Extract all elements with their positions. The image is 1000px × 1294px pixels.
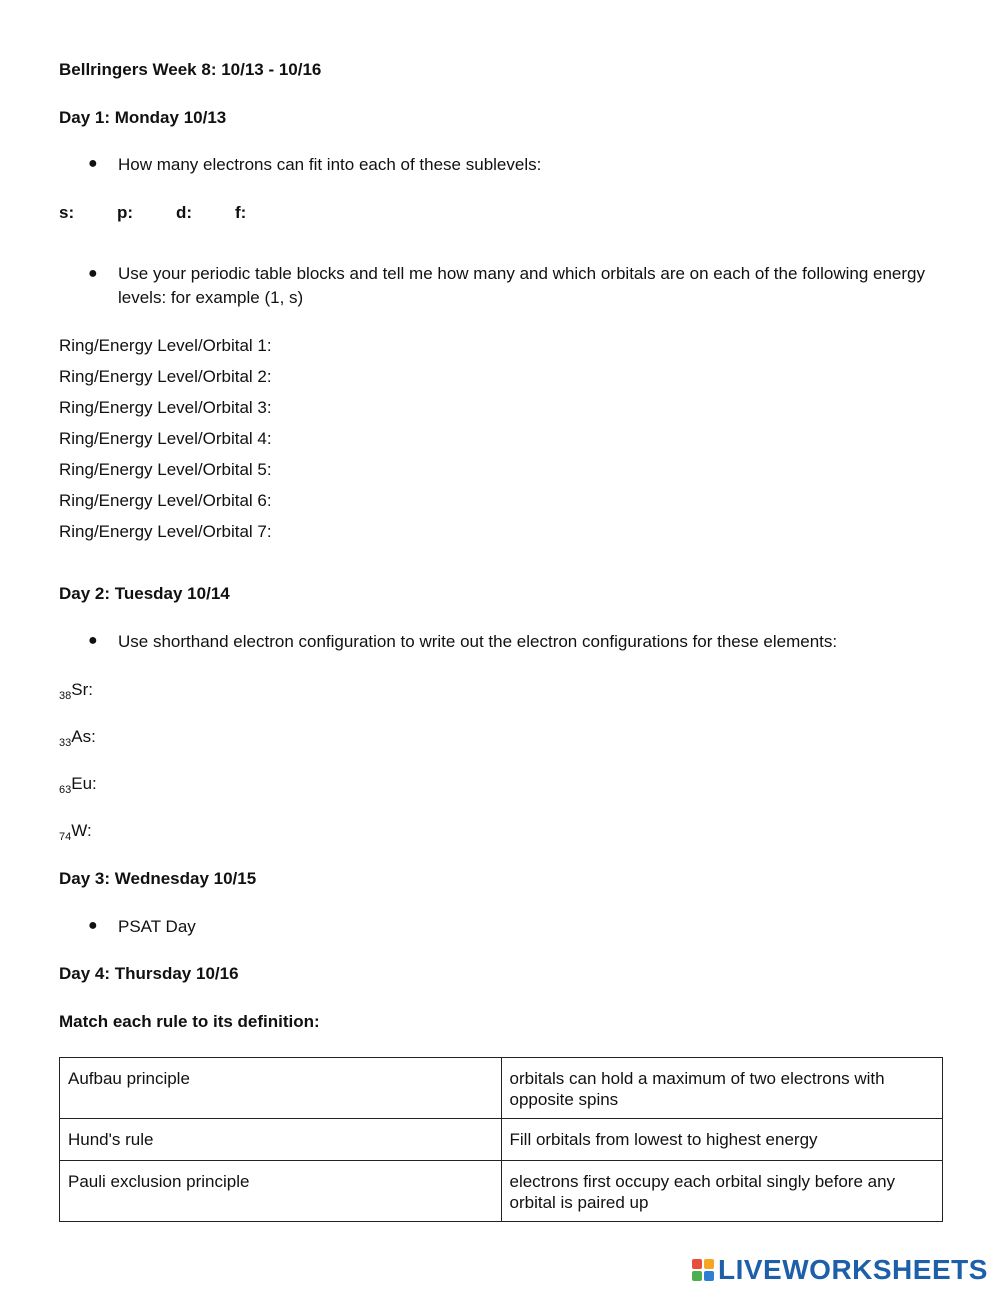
energy-level-6: Ring/Energy Level/Orbital 6: bbox=[59, 491, 272, 510]
logo-text: LIVEWORKSHEETS bbox=[718, 1254, 988, 1285]
definition-cell: Fill orbitals from lowest to highest energy bbox=[501, 1119, 943, 1161]
atomic-number: 63 bbox=[59, 784, 72, 796]
rule-cell: Pauli exclusion principle bbox=[60, 1161, 502, 1222]
element-as bbox=[59, 727, 96, 749]
day1-bullet2-text: Use your periodic table blocks and tell me how many and which orbitals are on each of the following energy levels: for example (1, s) bbox=[118, 264, 926, 307]
page-title: Bellringers Week 8: 10/13 - 10/16 bbox=[59, 60, 322, 79]
table-row bbox=[60, 1161, 943, 1222]
element-sr bbox=[59, 680, 93, 702]
logo-mark-icon bbox=[692, 1259, 714, 1281]
table-row bbox=[60, 1119, 943, 1161]
energy-level-4: Ring/Energy Level/Orbital 4: bbox=[59, 429, 272, 448]
energy-level-3: Ring/Energy Level/Orbital 3: bbox=[59, 398, 272, 417]
sublevel-f: f: bbox=[235, 203, 247, 222]
day1-bullet1-text: How many electrons can fit into each of these sublevels: bbox=[118, 155, 542, 174]
atomic-number: 33 bbox=[59, 737, 72, 749]
atomic-number: 74 bbox=[59, 831, 72, 843]
liveworksheets-logo[interactable] bbox=[692, 1254, 988, 1286]
match-instruction: Match each rule to its definition: bbox=[59, 1012, 320, 1031]
definition-cell: electrons first occupy each orbital singly before any orbital is paired up bbox=[501, 1161, 943, 1222]
energy-level-2: Ring/Energy Level/Orbital 2: bbox=[59, 367, 272, 386]
day2-bullet-text: Use shorthand electron configuration to write out the electron configurations for these elements: bbox=[118, 632, 838, 651]
day3-heading: Day 3: Wednesday 10/15 bbox=[59, 869, 257, 888]
bullet-icon: ● bbox=[88, 917, 98, 934]
bullet-icon: ● bbox=[88, 265, 98, 282]
rule-cell: Hund's rule bbox=[60, 1119, 502, 1161]
sublevel-d: d: bbox=[176, 203, 193, 222]
sublevel-p: p: bbox=[117, 203, 134, 222]
definition-cell: orbitals can hold a maximum of two electrons with opposite spins bbox=[501, 1058, 943, 1119]
day3-bullet-text: PSAT Day bbox=[118, 917, 196, 936]
day1-heading: Day 1: Monday 10/13 bbox=[59, 108, 227, 127]
element-symbol: Sr: bbox=[71, 680, 93, 699]
energy-level-5: Ring/Energy Level/Orbital 5: bbox=[59, 460, 272, 479]
atomic-number: 38 bbox=[59, 690, 72, 702]
element-eu bbox=[59, 774, 97, 796]
day4-heading: Day 4: Thursday 10/16 bbox=[59, 964, 239, 983]
rule-cell: Aufbau principle bbox=[60, 1058, 502, 1119]
sublevel-s: s: bbox=[59, 203, 75, 222]
element-symbol: Eu: bbox=[71, 774, 97, 793]
table-row bbox=[60, 1058, 943, 1119]
bullet-icon: ● bbox=[88, 155, 98, 172]
energy-level-1: Ring/Energy Level/Orbital 1: bbox=[59, 336, 272, 355]
element-symbol: W: bbox=[71, 821, 92, 840]
element-w bbox=[59, 821, 92, 843]
energy-level-7: Ring/Energy Level/Orbital 7: bbox=[59, 522, 272, 541]
bullet-icon: ● bbox=[88, 632, 98, 649]
rules-table bbox=[59, 1057, 943, 1222]
element-symbol: As: bbox=[71, 727, 96, 746]
day2-heading: Day 2: Tuesday 10/14 bbox=[59, 584, 230, 603]
